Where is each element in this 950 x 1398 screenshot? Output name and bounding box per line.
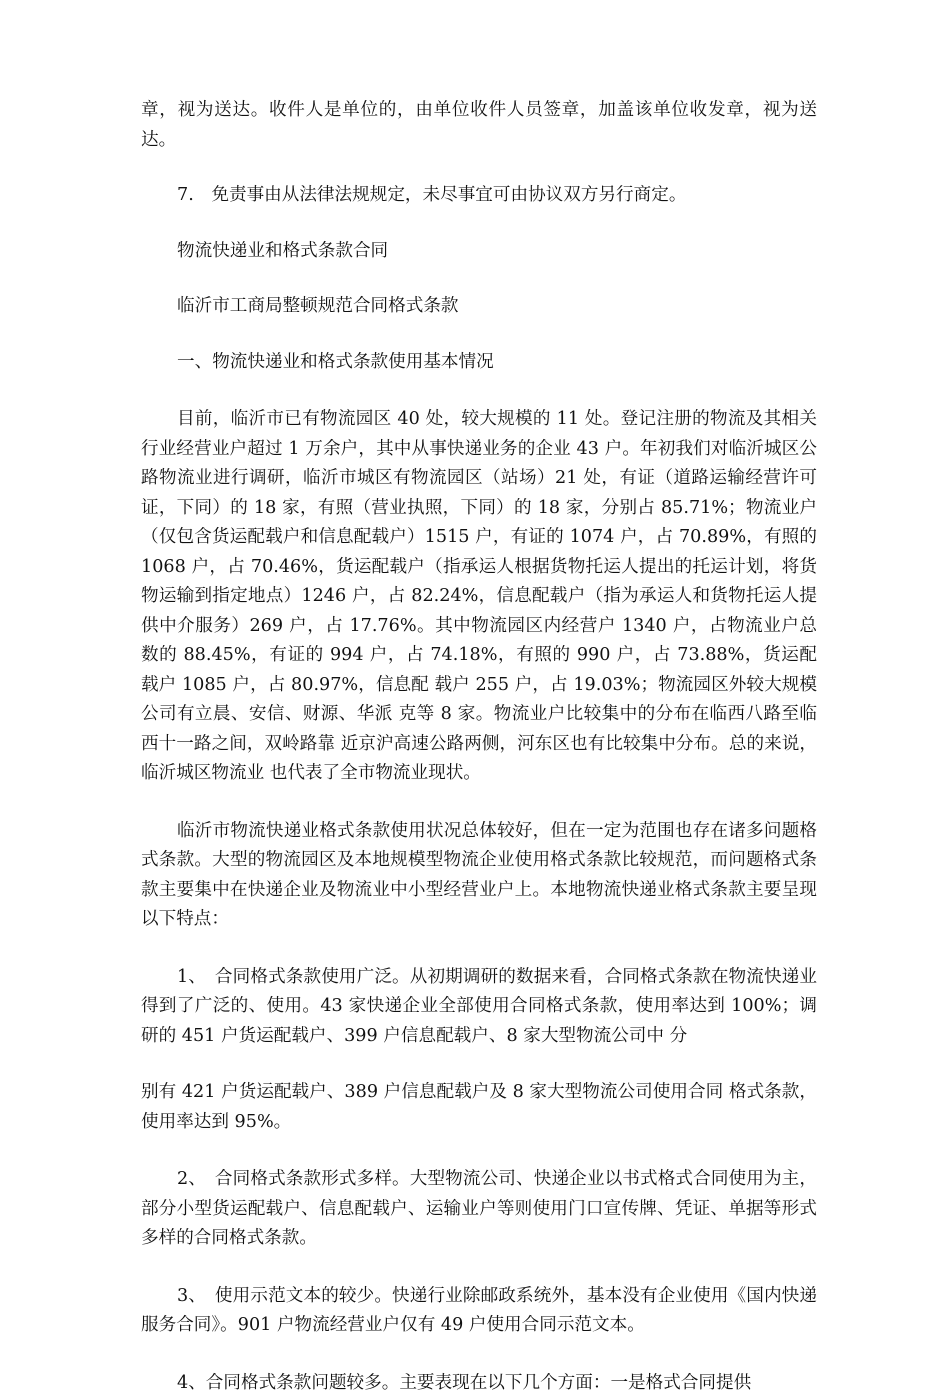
section-heading-1: 一、物流快递业和格式条款使用基本情况 xyxy=(141,348,817,378)
paragraph-point-2: 2、 合同格式条款形式多样。大型物流公司、快递企业以书式格式合同使用为主，部分小型货运配载户、信息配载户、运输业户等则使用门口宣传牌、凭证、单据等形式多样的合同格式条款。 xyxy=(141,1165,817,1254)
section-heading: 物流快递业和格式条款合同 xyxy=(141,237,817,267)
document-body xyxy=(141,96,817,1398)
document-title: 临沂市工商局整顿规范合同格式条款 xyxy=(141,292,817,322)
paragraph-point-1: 1、 合同格式条款使用广泛。从初期调研的数据来看，合同格式条款在物流快递业得到了广泛的、使用。43 家快递企业全部使用合同格式条款，使用率达到 100%；调研的 451 户货运配载户、399 户信息配载户、8 家大型物流公司中 分 xyxy=(141,963,817,1052)
paragraph-point-4: 4、合同格式条款问题较多。主要表现在以下几个方面：一是格式合同提供 xyxy=(141,1369,817,1398)
paragraph-point-1-continued: 别有 421 户货运配载户、389 户信息配载户及 8 家大型物流公司使用合同 格式条款，使用率达到 95%。 xyxy=(141,1078,817,1137)
paragraph-overview: 目前，临沂市已有物流园区 40 处，较大规模的 11 处。登记注册的物流及其相关行业经营业户超过 1 万余户，其中从事快递业务的企业 43 户。年初我们对临沂城区公路物流业进行调研，临沂市城区有物流园区（站场）21 处，有证（道路运输经营许可证，下同）的 18 家，有照（营业执照，下同）的 18 家，分别占 85.71%；物流业户（仅包含货运配载户和信息配载户）1515 户，有证的 1074 户，占 70.89%，有照的 1068 户，占 70.46%，货运配载户（指承运人根据货物托运人提出的托运计划，将货物运输到指定地点）1246 户，占 82.24%，信息配载户（指为承运人和货物托运人提供中介服务）269 户，占 17.76%。其中物流园区内经营户 1340 户，占物流业户总数的 88.45%，有证的 994 户，占 74.18%，有照的 990 户，占 73.88%，货运配载户 1085 户，占 80.97%，信息配 载户 255 户，占 19.03%；物流园区外较大规模公司有立晨、安信、财源、华派 克等 8 家。物流业户比较集中的分布在临西八路至临西十一路之间，双岭路靠 近京沪高速公路两侧，河东区也有比较集中分布。总的来说，临沂城区物流业 也代表了全市物流业现状。 xyxy=(141,405,817,789)
paragraph-item-7: 7. 免责事由从法律法规规定，未尽事宜可由协议双方另行商定。 xyxy=(141,181,817,211)
paragraph-summary: 临沂市物流快递业格式条款使用状况总体较好，但在一定为范围也存在诸多问题格式条款。大型的物流园区及本地规模型物流企业使用格式条款比较规范，而问题格式条款主要集中在快递企业及物流业中小型经营业户上。本地物流快递业格式条款主要呈现以下特点： xyxy=(141,817,817,935)
paragraph-point-3: 3、 使用示范文本的较少。快递行业除邮政系统外，基本没有企业使用《国内快递服务合同》。901 户物流经营业户仅有 49 户使用合同示范文本。 xyxy=(141,1282,817,1341)
paragraph-delivery-clause: 章，视为送达。收件人是单位的，由单位收件人员签章，加盖该单位收发章，视为送达。 xyxy=(141,96,817,155)
